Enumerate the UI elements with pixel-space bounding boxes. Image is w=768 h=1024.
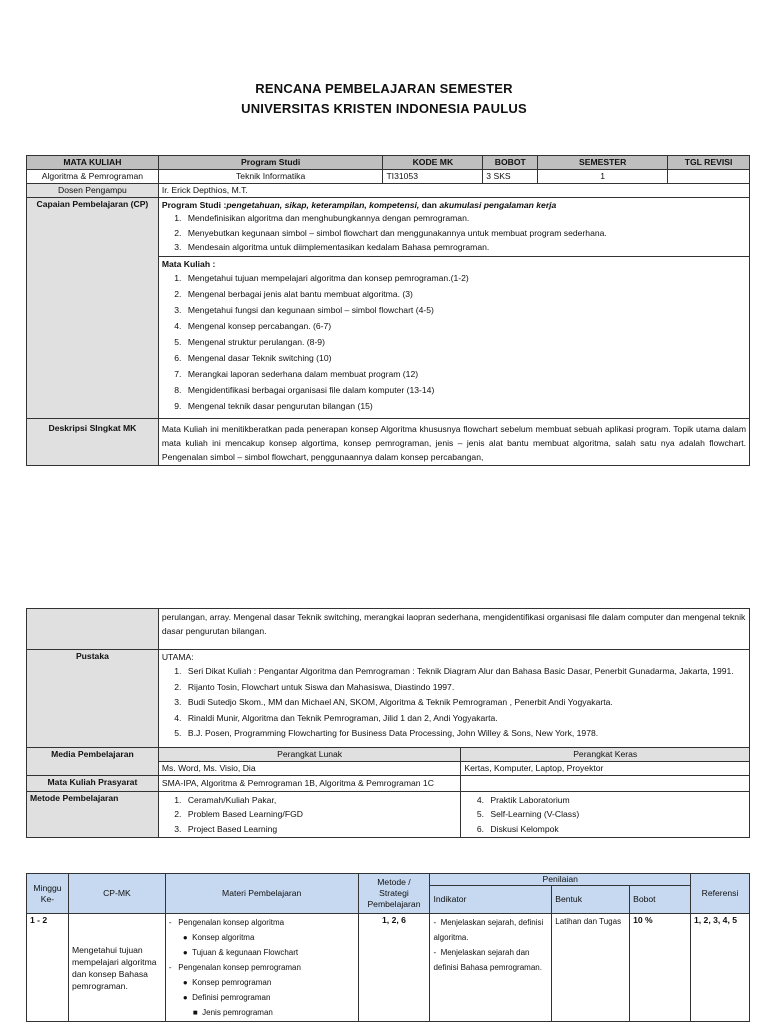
prodi-heading: Program Studi : (161, 200, 227, 210)
cp-prodi-row (27, 198, 750, 257)
prodi-list (184, 211, 746, 255)
sched-cpmk-header: CP-MK (68, 874, 165, 914)
prasyarat-value: SMA-IPA, Algoritma & Pemrograman 1B, Algoritma & Pemrograman 1C (158, 775, 461, 791)
lunak-label: Perangkat Lunak (158, 747, 461, 761)
materi-item: ● Konsep algoritma (182, 933, 255, 942)
course-info-table (26, 155, 750, 466)
materi-item: - Pengenalan konsep pemrograman (168, 963, 301, 972)
sched-cpmk: Mengetahui tujuan mempelajari algoritma dan konsep Bahasa pemrograman. (68, 914, 165, 1022)
pustaka-list (184, 664, 746, 742)
cp-label: Capaian Pembelajaran (CP) (27, 198, 159, 419)
document-page-2 (0, 600, 768, 1024)
sched-penilaian-header: Penilaian (430, 874, 691, 886)
keras-value: Kertas, Komputer, Laptop, Proyektor (461, 761, 750, 775)
value-program-studi: Teknik Informatika (158, 170, 383, 184)
info-header-row (27, 156, 750, 170)
pustaka-item: 5. B.J. Posen, Programming Flowcharting for Business Data Processing, John Willey & Sons, New York, 1978. (184, 726, 746, 742)
materi-text: Definisi pemrograman (192, 993, 271, 1002)
schedule-table (26, 873, 750, 1022)
sched-referensi: 1, 2, 3, 4, 5 (691, 914, 750, 1022)
materi-text: Konsep pemrograman (192, 978, 272, 987)
mk-item: 3. Mengetahui fungsi dan kegunaan simbol – simbol flowchart (4-5) (184, 302, 746, 318)
pustaka-label: Pustaka (27, 650, 159, 748)
value-bobot: 3 SKS (483, 170, 538, 184)
page-gap (0, 470, 768, 600)
pustaka-cell (158, 650, 749, 748)
sched-bentuk-header: Bentuk (552, 886, 630, 914)
mk-item: 4. Mengenal konsep percabangan. (6-7) (184, 318, 746, 334)
metode-item: 2. Problem Based Learning/FGD (184, 807, 458, 822)
prasyarat-label: Mata Kuliah Prasyarat (27, 775, 159, 791)
header-semester: SEMESTER (538, 156, 668, 170)
materi-text: Konsep algoritma (192, 933, 255, 942)
dosen-value: Ir. Erick Depthios, M.T. (158, 184, 749, 198)
desc-cont-label (27, 609, 159, 650)
sched-metode: 1, 2, 6 (358, 914, 430, 1022)
course-detail-table (26, 608, 750, 838)
sched-indikator-cell (430, 914, 552, 1022)
mk-list (184, 270, 746, 414)
pustaka-item: 4. Rinaldi Munir, Algoritma dan Teknik Pemrograman, Jilid 1 dan 2, Andi Yogyakarta. (184, 711, 746, 727)
mk-item: 8. Mengidentifikasi berbagai organisasi file dalam komputer (13-14) (184, 382, 746, 398)
metode-item: 3. Project Based Learning (184, 822, 458, 837)
header-bobot: BOBOT (483, 156, 538, 170)
metode-item: 6. Diskusi Kelompok (486, 822, 746, 837)
cp-prodi-cell (158, 198, 749, 257)
header-kode-mk: KODE MK (383, 156, 483, 170)
metode-item: 1. Ceramah/Kuliah Pakar, (184, 793, 458, 808)
sched-bobot: 10 % (630, 914, 691, 1022)
materi-text: Jenis pemrograman (202, 1008, 273, 1017)
mk-item: 5. Mengenal struktur perulangan. (8-9) (184, 334, 746, 350)
sched-materi-cell (165, 914, 358, 1022)
desc-cont-text: perulangan, array. Mengenal dasar Teknik switching, merangkai laopran sederhana, mengidentifikasi organisasi file dalam computer dan mengenal teknik dasar pengurutan bilangan. (158, 609, 749, 650)
metode-left-cell (158, 791, 461, 838)
prodi-italic: pengetahuan, sikap, keterampilan, kompetensi, (226, 200, 422, 210)
materi-text: Pengenalan konsep pemrograman (178, 963, 301, 972)
value-semester: 1 (538, 170, 668, 184)
prasyarat-row (27, 775, 750, 791)
indikator-list (433, 915, 548, 975)
materi-text: Tujuan & kegunaan Flowchart (192, 948, 299, 957)
metode-row (27, 791, 750, 838)
prasyarat-empty (461, 775, 750, 791)
mk-item: 7. Merangkai laporan sederhana dalam membuat program (12) (184, 366, 746, 382)
materi-list (169, 915, 355, 1020)
sched-row-1 (27, 914, 750, 1022)
mk-item: 9. Mengenal teknik dasar pengurutan bilangan (15) (184, 398, 746, 414)
materi-item: ● Konsep pemrograman (182, 978, 272, 987)
document-page-1 (0, 0, 768, 470)
metode-left-list (184, 793, 458, 837)
desc-row (27, 418, 750, 465)
pustaka-item: 2. Rijanto Tosin, Flowchart untuk Siswa dan Mahasiswa, Diastindo 1997. (184, 680, 746, 696)
header-program-studi: Program Studi (158, 156, 383, 170)
header-mata-kuliah: MATA KULIAH (27, 156, 159, 170)
materi-text: Pengenalan konsep algoritma (178, 918, 285, 927)
desc-cont-row (27, 609, 750, 650)
title-line-2: UNIVERSITAS KRISTEN INDONESIA PAULUS (241, 101, 527, 116)
prodi-item: 3. Mendesain algoritma untuk diimplementasikan kedalam Bahasa pemrograman. (184, 240, 746, 255)
sched-materi-header: Materi Pembelajaran (165, 874, 358, 914)
materi-item: ● Tujuan & kegunaan Flowchart (182, 948, 299, 957)
materi-item: ■ Jenis pemrograman (192, 1008, 273, 1017)
desc-text: Mata Kuliah ini menitikberatkan pada penerapan konsep Algoritma khususnya flowchart sebelum membuat sebuah aplikasi program. Topik utama dalam mata kuliah ini mencakup konsep algortima, konsep pemrograman, jenis – jenis alat bantu membuat algoritma, salah satu nya adalah flowchart. Pengenalan simbol – simbol flowchart, penggunaannya dalam konsep percabangan, (158, 418, 749, 465)
info-value-row (27, 170, 750, 184)
prodi-item: 1. Mendefinisikan algoritma dan menghubungkannya dengan pemrograman. (184, 211, 746, 226)
value-mata-kuliah: Algoritma & Pemrograman (27, 170, 159, 184)
pustaka-heading: UTAMA: (161, 652, 194, 662)
metode-right-cell (461, 791, 750, 838)
prodi-item: 2. Menyebutkan kegunaan simbol – simbol flowchart dan menggunakannya untuk membuat program sederhana. (184, 226, 746, 241)
lunak-value: Ms. Word, Ms. Visio, Dia (158, 761, 461, 775)
sched-indikator-header: Indikator (430, 886, 552, 914)
sched-header-row-1 (27, 874, 750, 886)
materi-item: ● Definisi pemrograman (182, 993, 271, 1002)
title-line-1: RENCANA PEMBELAJARAN SEMESTER (255, 81, 513, 96)
mk-heading: Mata Kuliah : (161, 258, 216, 269)
mk-item: 6. Mengenal dasar Teknik switching (10) (184, 350, 746, 366)
metode-label: Metode Pembelajaran (27, 791, 159, 838)
value-tgl-revisi (668, 170, 750, 184)
keras-label: Perangkat Keras (461, 747, 750, 761)
sched-minggu-header: Minggu Ke- (27, 874, 69, 914)
indikator-text: Menjelaskan sejarah dan definisi Bahasa pemrograman. (433, 948, 542, 972)
header-tgl-revisi: TGL REVISI (668, 156, 750, 170)
pustaka-item: 3. Budi Sutedjo Skom., MM dan Michael AN, SKOM, Algoritma & Teknik Pemrograman , Penerbit Andi Yogyakarta. (184, 695, 746, 711)
metode-item: 4. Praktik Laboratorium (486, 793, 746, 808)
sched-minggu: 1 - 2 (27, 914, 69, 1022)
materi-item: - Pengenalan konsep algoritma (168, 918, 285, 927)
sched-bentuk: Latihan dan Tugas (552, 914, 630, 1022)
prodi-tail: akumulasi pengalaman kerja (439, 200, 557, 210)
cp-mk-cell (158, 256, 749, 418)
media-header-row (27, 747, 750, 761)
indikator-text: Menjelaskan sejarah, definisi algoritma. (433, 918, 544, 942)
dosen-label: Dosen Pengampu (27, 184, 159, 198)
sched-metode-header: Metode / Strategi Pembelajaran (358, 874, 430, 914)
mk-item: 2. Mengenal berbagai jenis alat bantu membuat algoritma. (3) (184, 286, 746, 302)
indikator-item: - Menjelaskan sejarah, definisi algoritma. (433, 918, 544, 942)
pustaka-item: 1. Seri Dikat Kuliah : Pengantar Algoritma dan Pemrograman : Teknik Diagram Alur dan Bahasa Basic Dasar, Penerbit Gunadarma, Jakarta, 1991. (184, 664, 746, 680)
pustaka-row (27, 650, 750, 748)
mk-item: 1. Mengetahui tujuan mempelajari algoritma dan konsep pemrograman.(1-2) (184, 270, 746, 286)
indikator-item: - Menjelaskan sejarah dan definisi Bahasa pemrograman. (433, 948, 542, 972)
media-label: Media Pembelajaran (27, 747, 159, 775)
prodi-heading-line (162, 199, 746, 211)
prodi-and: dan (421, 200, 440, 210)
metode-right-list (486, 793, 746, 837)
desc-label: Deskripsi SIngkat MK (27, 418, 159, 465)
document-title (0, 79, 768, 119)
sched-bobot-header: Bobot (630, 886, 691, 914)
value-kode-mk: TI31053 (383, 170, 483, 184)
sched-referensi-header: Referensi (691, 874, 750, 914)
metode-item: 5. Self-Learning (V-Class) (486, 807, 746, 822)
dosen-row (27, 184, 750, 198)
